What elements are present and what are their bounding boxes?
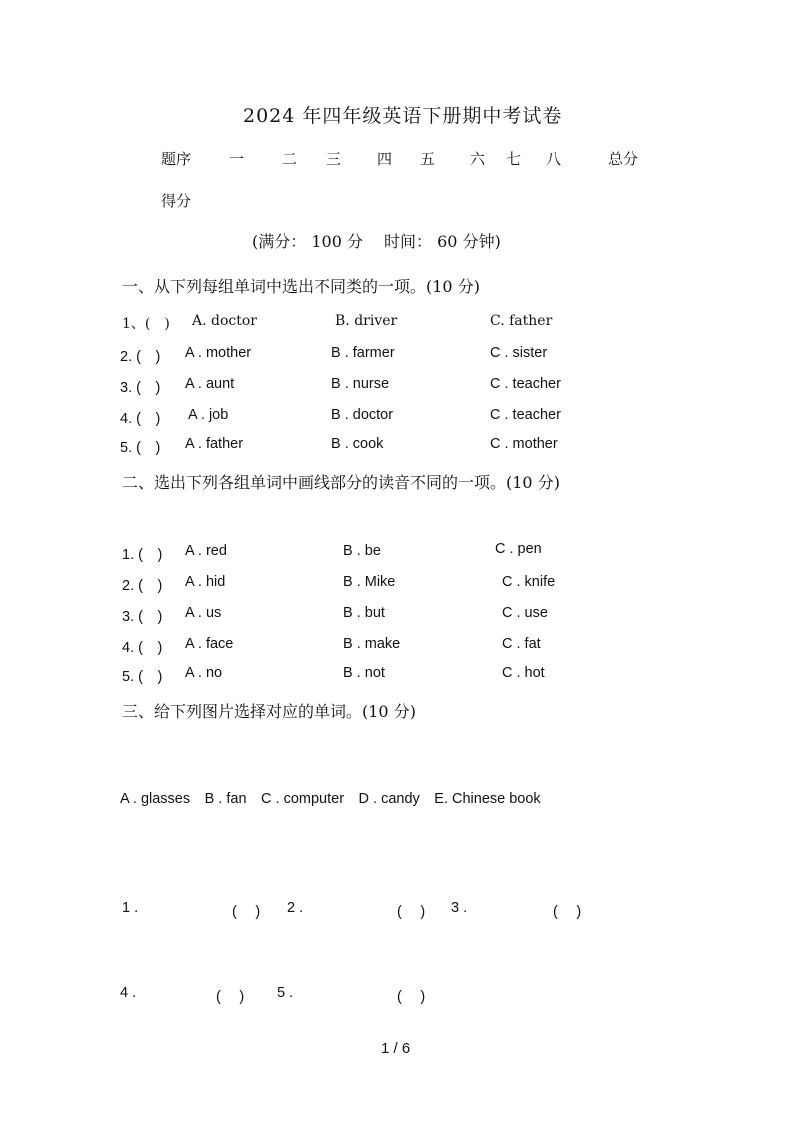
s2-q2-c: C . knife (502, 574, 556, 590)
s2-q5-c: C . hot (502, 665, 545, 681)
page-number: 1 / 6 (381, 1040, 411, 1057)
score-col-total: 总分 (608, 150, 639, 168)
s2-q5-num: 5. ( ) (122, 669, 163, 685)
s3-q5-num: 5 . (277, 985, 294, 1001)
score-col-3: 三 (326, 150, 342, 168)
score-col-5: 五 (420, 150, 436, 168)
s2-q1-a: A . red (185, 543, 227, 559)
s1-q4-b: B . doctor (331, 407, 394, 423)
score-col-6: 六 (470, 150, 486, 168)
s1-q4-a: A . job (188, 407, 229, 423)
s3-q5-blank: ( ) (397, 989, 426, 1005)
score-col-4: 四 (377, 150, 393, 168)
s1-q5-num: 5. ( ) (120, 440, 161, 456)
s2-q4-b: B . make (343, 636, 401, 652)
score-table-row2-label: 得分 (161, 192, 192, 210)
s1-q2-b: B . farmer (331, 345, 395, 361)
s2-q4-c: C . fat (502, 636, 541, 652)
s1-q4-num: 4. ( ) (120, 411, 161, 427)
exam-info: (满分： 100 分 时间： 60 分钟) (252, 232, 501, 251)
s2-q4-a: A . face (185, 636, 234, 652)
s2-q3-b: B . but (343, 605, 385, 621)
s3-q3-blank: ( ) (553, 904, 582, 920)
s1-q2-c: C . sister (490, 345, 548, 361)
score-col-2: 二 (282, 150, 298, 168)
s2-q2-a: A . hid (185, 574, 226, 590)
s1-q5-a: A . father (185, 436, 244, 452)
s1-q4-c: C . teacher (490, 407, 561, 423)
section3-options: A . glasses B . fan C . computer D . candy E. Chinese book (120, 791, 541, 807)
s2-q1-b: B . be (343, 543, 381, 559)
s3-q2-blank: ( ) (397, 904, 426, 920)
s2-q1-c: C . pen (495, 541, 542, 557)
section1-heading: 一、从下列每组单词中选出不同类的一项。(10 分) (122, 277, 480, 296)
s1-q2-num: 2. ( ) (120, 349, 161, 365)
s1-q2-a: A . mother (185, 345, 252, 361)
s1-q1-a: A. doctor (192, 313, 257, 329)
s2-q3-num: 3. ( ) (122, 609, 163, 625)
score-col-8: 八 (546, 150, 562, 168)
s2-q5-a: A . no (185, 665, 223, 681)
s3-q1-num: 1 . (122, 900, 139, 916)
s1-q3-a: A . aunt (185, 376, 235, 392)
s2-q2-num: 2. ( ) (122, 578, 163, 594)
s2-q5-b: B . not (343, 665, 385, 681)
s1-q1-b: B. driver (335, 313, 398, 329)
score-col-1: 一 (229, 150, 245, 168)
s2-q1-num: 1. ( ) (122, 547, 163, 563)
section3-heading: 三、给下列图片选择对应的单词。(10 分) (122, 702, 416, 721)
s1-q1-c: C. father (490, 313, 553, 329)
section2-heading: 二、选出下列各组单词中画线部分的读音不同的一项。(10 分) (122, 473, 560, 492)
s1-q5-b: B . cook (331, 436, 384, 452)
s1-q1-num: 1、( ) (122, 316, 170, 332)
page-title: 2024 年四年级英语下册期中考试卷 (243, 105, 563, 127)
s3-q4-num: 4 . (120, 985, 137, 1001)
s2-q3-a: A . us (185, 605, 222, 621)
s2-q4-num: 4. ( ) (122, 640, 163, 656)
s1-q3-c: C . teacher (490, 376, 561, 392)
s2-q3-c: C . use (502, 605, 548, 621)
s3-q1-blank: ( ) (232, 904, 261, 920)
s3-q3-num: 3 . (451, 900, 468, 916)
s3-q2-num: 2 . (287, 900, 304, 916)
score-table-row-label: 题序 (161, 150, 192, 168)
s1-q5-c: C . mother (490, 436, 558, 452)
s1-q3-b: B . nurse (331, 376, 390, 392)
s3-q4-blank: ( ) (216, 989, 245, 1005)
s1-q3-num: 3. ( ) (120, 380, 161, 396)
s2-q2-b: B . Mike (343, 574, 396, 590)
score-col-7: 七 (506, 150, 522, 168)
